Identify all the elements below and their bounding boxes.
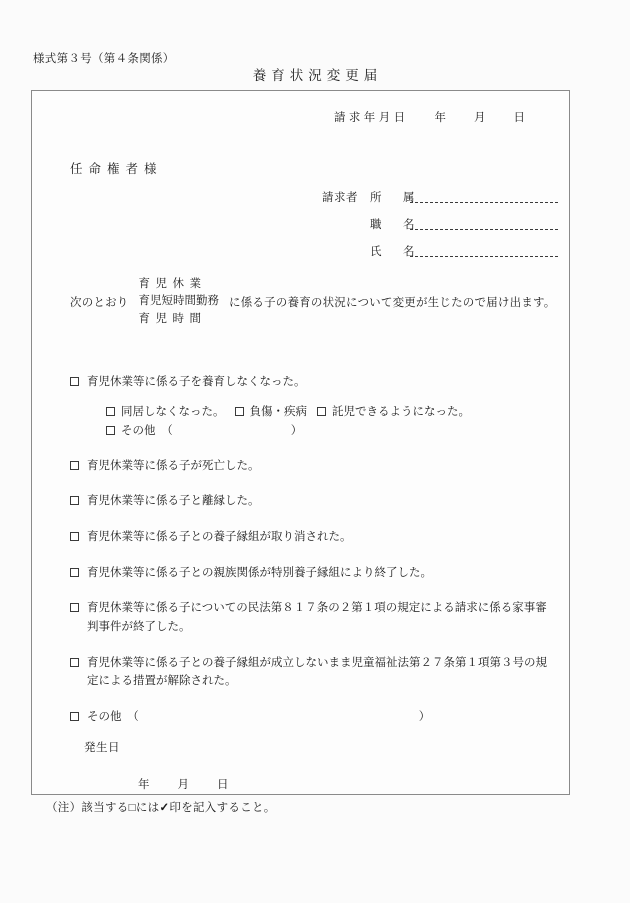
request-date-row xyxy=(334,109,525,125)
form-frame xyxy=(31,90,570,795)
occurrence-day[interactable]: 日 xyxy=(217,779,229,791)
form-code: 様式第３号（第４条関係） xyxy=(33,53,175,65)
checkbox-icon[interactable] xyxy=(70,377,79,386)
claimant-prefix: 請求者 xyxy=(322,192,358,204)
sub-option-other-close: ） xyxy=(290,424,303,437)
sub-options-row-primary xyxy=(106,403,556,422)
checklist-item-label: 育児休業等に係る子が死亡した。 xyxy=(87,459,260,472)
sub-option-not-living-together[interactable] xyxy=(106,403,225,422)
change-reason-checklist xyxy=(70,373,556,726)
addressee: 任命権者様 xyxy=(70,162,163,176)
other-close: ） xyxy=(418,710,431,723)
check-mark-icon: ✓ xyxy=(159,802,170,814)
request-date-year[interactable]: 年 xyxy=(434,112,446,124)
statement-tail: に係る子の養育の状況について変更が生じたので届け出ます。 xyxy=(229,297,556,310)
sub-option-label: 託児できるようになった。 xyxy=(332,405,470,418)
checklist-item-dissolution-adoption[interactable] xyxy=(70,492,556,511)
checklist-item-child-deceased[interactable] xyxy=(70,457,556,476)
claimant-name-input[interactable] xyxy=(410,254,558,257)
request-date-month[interactable]: 月 xyxy=(474,112,486,124)
sub-options-block xyxy=(106,403,556,441)
statement-option-short-time-work[interactable]: 育児短時間勤務 xyxy=(138,295,219,308)
request-date-day[interactable]: 日 xyxy=(513,112,525,124)
checkbox-icon[interactable] xyxy=(70,532,79,541)
other-label: その他 （ xyxy=(87,710,139,723)
checkbox-icon[interactable] xyxy=(106,426,115,435)
checkbox-icon[interactable] xyxy=(106,407,115,416)
checkbox-icon[interactable] xyxy=(70,496,79,505)
checkbox-icon[interactable] xyxy=(70,568,79,577)
claimant-name-label: 氏 名 xyxy=(370,246,420,258)
checklist-item-label: 育児休業等に係る子との養子縁組が成立しないまま児童福祉法第２７条第１項第３号の規定による措置が解除された。 xyxy=(87,656,547,688)
sub-option-label: 負傷・疾病 xyxy=(249,405,307,418)
footnote-suffix: 印を記入すること。 xyxy=(169,802,276,814)
claimant-name-row xyxy=(322,232,558,259)
sub-option-daycare-available[interactable] xyxy=(317,403,470,422)
sub-option-label: 同居しなくなった。 xyxy=(121,405,225,418)
checklist-item-special-adoption-terminated[interactable] xyxy=(70,564,556,583)
footnote xyxy=(46,799,276,815)
request-date-label: 請求年月日 xyxy=(334,112,409,124)
checklist-item-other[interactable] xyxy=(70,708,556,727)
statement-options xyxy=(139,276,220,328)
sub-option-other-label: その他 （ xyxy=(121,424,173,437)
claimant-position-input[interactable] xyxy=(410,227,558,230)
checklist-item-welfare-measure-lifted[interactable] xyxy=(70,654,556,691)
document-title: 養育状況変更届 xyxy=(252,68,383,83)
checkbox-icon[interactable] xyxy=(70,712,79,721)
statement-option-childcare-time[interactable]: 育児時間 xyxy=(138,312,207,325)
sub-option-other[interactable] xyxy=(106,422,302,441)
checklist-item-other-text xyxy=(87,708,556,727)
claimant-position-label: 職 名 xyxy=(370,219,420,231)
claimant-affiliation-label: 所 属 xyxy=(370,192,420,204)
claimant-position-row xyxy=(322,205,558,232)
claimant-block xyxy=(322,178,558,259)
checklist-item-label: 育児休業等に係る子との親族関係が特別養子縁組により終了した。 xyxy=(87,566,432,579)
checklist-item-no-longer-raising[interactable] xyxy=(70,373,556,392)
footnote-prefix: （注）該当する□には xyxy=(46,802,160,814)
checklist-item-label: 育児休業等に係る子を養育しなくなった。 xyxy=(87,376,306,388)
occurrence-year[interactable]: 年 xyxy=(138,779,150,791)
statement-option-childcare-leave[interactable]: 育児休業 xyxy=(138,278,207,290)
sub-option-injury-illness[interactable] xyxy=(235,403,308,422)
occurrence-month[interactable]: 月 xyxy=(177,779,189,791)
checkbox-icon[interactable] xyxy=(235,407,244,416)
sub-options-row-other xyxy=(106,422,556,441)
checkbox-icon[interactable] xyxy=(317,407,326,416)
checklist-item-family-court-case-ended[interactable] xyxy=(70,599,556,636)
statement-block xyxy=(70,276,555,328)
statement-lead: 次のとおり xyxy=(70,297,129,310)
checkbox-icon[interactable] xyxy=(70,658,79,667)
occurrence-date-row xyxy=(138,776,229,792)
claimant-affiliation-input[interactable] xyxy=(410,200,558,203)
checklist-item-label: 育児休業等に係る子と離縁した。 xyxy=(87,495,260,508)
checkbox-icon[interactable] xyxy=(70,603,79,612)
checkbox-icon[interactable] xyxy=(70,461,79,470)
claimant-affiliation-row xyxy=(322,178,558,205)
checklist-item-adoption-cancelled[interactable] xyxy=(70,528,556,547)
occurrence-date-label: 発生日 xyxy=(84,742,120,754)
checklist-item-label: 育児休業等に係る子についての民法第８１７条の２第１項の規定による請求に係る家事審判事件が終了した。 xyxy=(87,602,547,633)
checklist-item-label: 育児休業等に係る子との養子縁組が取り消された。 xyxy=(87,531,352,544)
